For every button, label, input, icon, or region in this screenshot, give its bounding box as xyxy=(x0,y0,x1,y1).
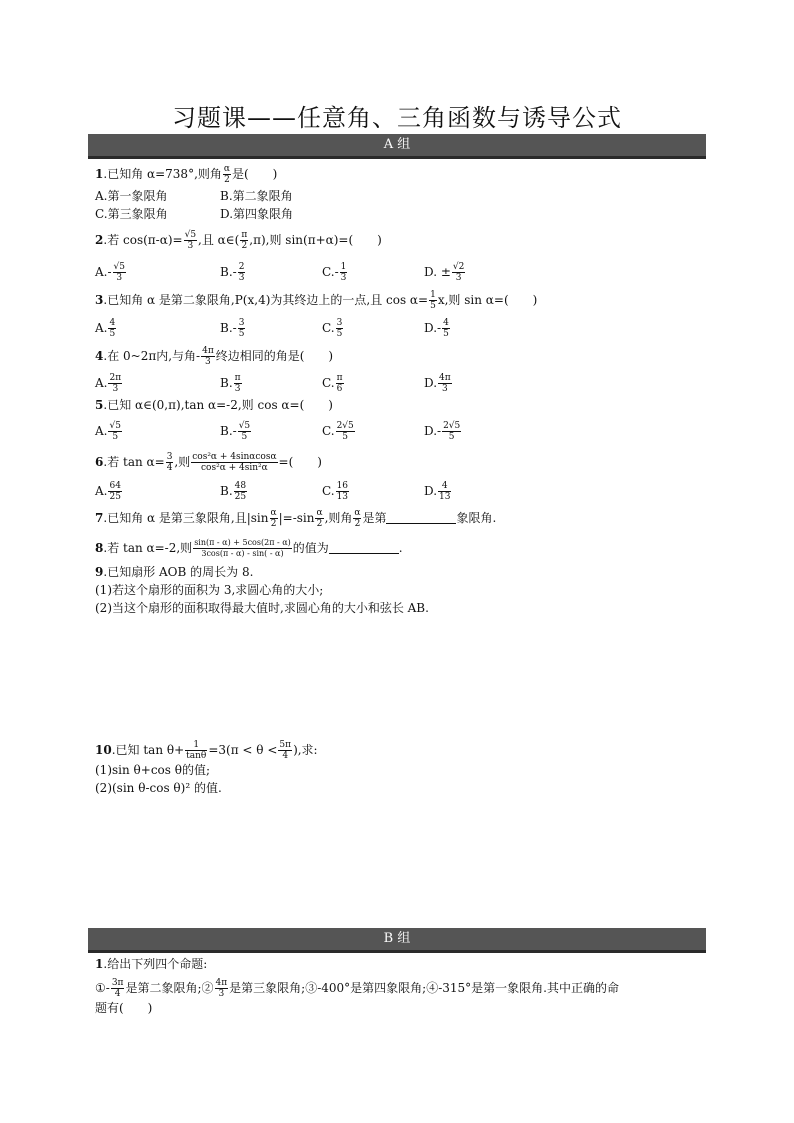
q10-part-2: (2)(sin θ-cos θ)² 的值. xyxy=(95,781,222,795)
question-5: 5.已知 α∈(0,π),tan α=-2,则 cos α=( ) xyxy=(95,398,333,412)
q2-option-d: D. ± $\frac{√2}{3}$ xyxy=(424,262,465,283)
q5-option-c: C. $\frac{2√5}{5}$ xyxy=(322,421,354,442)
question-3: 3.已知角 α 是第二象限角,P(x,4)为其终边上的一点,且 cos α= $\frac{1}{5}$ x,则 sin α=( ) xyxy=(95,290,538,311)
section-a-header: A 组 xyxy=(88,134,706,159)
q4-option-a: A. $\frac{2\pi}{3}$ xyxy=(95,373,122,394)
q5-option-a: A. $\frac{√5}{5}$ xyxy=(95,421,121,442)
question-1: 1.已知角 α=738°,则角 $\frac{\alpha}{2}$ 是( ) xyxy=(95,164,278,185)
q4-option-c: C. $\frac{\pi}{6}$ xyxy=(322,373,343,394)
q1-option-b: B.第二象限角 xyxy=(220,189,293,203)
q6-option-c: C. $\frac{16}{13}$ xyxy=(322,481,349,502)
question-6: 6.若 tan α= $\frac{3}{4}$ ,则 $\frac{\text{cos²α + 4sinαcosα}}{\text{cos²α + 4sin²α}}$ =( ) xyxy=(95,452,322,473)
question-10: 10.已知 tan θ+ $\frac{1}{\tan\theta}$ =3(π < θ < $\frac{5\pi}{4}$ ),求: xyxy=(95,740,318,761)
q1-option-d: D.第四象限角 xyxy=(220,207,294,221)
q6-option-a: A. $\frac{64}{25}$ xyxy=(95,481,121,502)
b-question-1-end: 题有( ) xyxy=(95,1001,153,1015)
q10-part-1: (1)sin θ+cos θ的值; xyxy=(95,763,211,777)
q3-option-c: C. $\frac{3}{5}$ xyxy=(322,318,343,339)
b-question-1: 1.给出下列四个命题: xyxy=(95,957,208,971)
q1-option-a: A.第一象限角 xyxy=(95,189,168,203)
q2-option-a: A.- $\frac{√5}{3}$ xyxy=(95,262,126,283)
b-question-1-body: ①- $\frac{3\pi}{4}$ 是第二象限角;② $\frac{4\pi}{3}$ 是第三象限角;③-400°是第四象限角;④-315°是第一象限角.其中正确的命 xyxy=(95,978,619,999)
q9-part-2: (2)当这个扇形的面积取得最大值时,求圆心角的大小和弦长 AB. xyxy=(95,601,429,615)
q1-option-c: C.第三象限角 xyxy=(95,207,168,221)
answer-blank[interactable] xyxy=(386,511,456,524)
q4-option-b: B. $\frac{\pi}{3}$ xyxy=(220,373,241,394)
q2-option-c: C.- $\frac{1}{3}$ xyxy=(322,262,347,283)
answer-blank[interactable] xyxy=(329,541,399,554)
q5-option-b: B.- $\frac{√5}{5}$ xyxy=(220,421,251,442)
question-9: 9.已知扇形 AOB 的周长为 8. xyxy=(95,565,254,579)
section-b-header: B 组 xyxy=(88,928,706,953)
q9-part-1: (1)若这个扇形的面积为 3,求圆心角的大小; xyxy=(95,583,324,597)
question-7: 7.已知角 α 是第三象限角,且|sin $\frac{\alpha}{2}$ |=-sin $\frac{\alpha}{2}$ ,则角 $\frac{\alpha}{2}$ 是第 象限角. xyxy=(95,508,497,529)
q4-option-d: D. $\frac{4\pi}{3}$ xyxy=(424,373,451,394)
q6-option-d: D. $\frac{4}{13}$ xyxy=(424,481,451,502)
q3-option-b: B.- $\frac{3}{5}$ xyxy=(220,318,245,339)
q2-option-b: B.- $\frac{2}{3}$ xyxy=(220,262,245,283)
q3-option-d: D.- $\frac{4}{5}$ xyxy=(424,318,449,339)
page-title: 习题课——任意角、三角函数与诱导公式 xyxy=(172,104,622,132)
q6-option-b: B. $\frac{48}{25}$ xyxy=(220,481,247,502)
q3-option-a: A. $\frac{4}{5}$ xyxy=(95,318,116,339)
q5-option-d: D.- $\frac{2√5}{5}$ xyxy=(424,421,461,442)
question-2: 2.若 cos(π-α)= $\frac{√5}{3}$ ,且 α∈( $\frac{\pi}{2}$ ,π),则 sin(π+α)=( ) xyxy=(95,230,382,251)
question-8: 8.若 tan α=-2,则 $\frac{\sin(\pi - \alpha) + 5\cos(2\pi - \alpha)}{3\cos(\pi - \alpha) - \sin( - \alpha)}$ 的值为 . xyxy=(95,538,403,558)
question-4: 4.在 0~2π内,与角- $\frac{4\pi}{3}$ 终边相同的角是( ) xyxy=(95,346,334,367)
